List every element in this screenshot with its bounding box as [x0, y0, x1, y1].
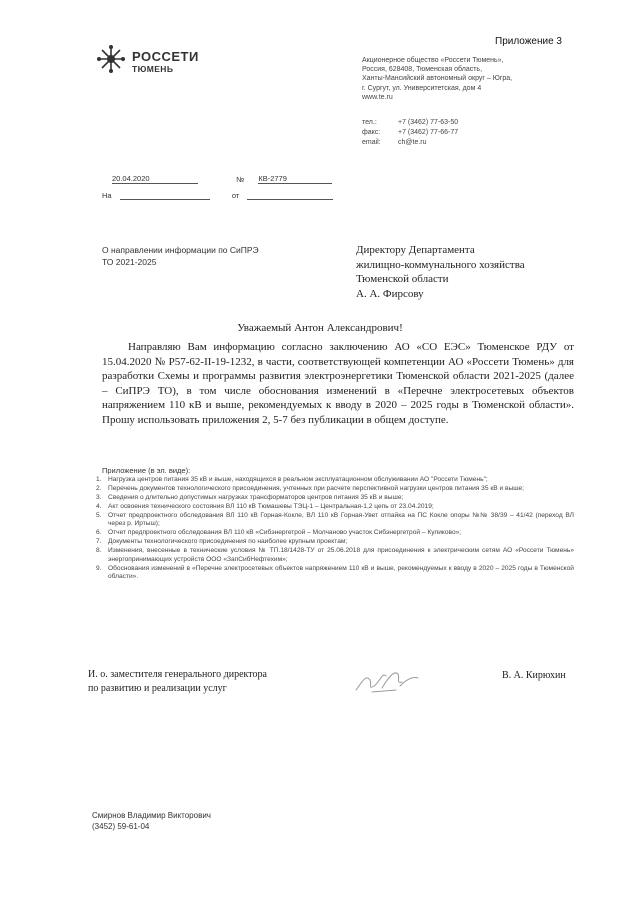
sender-line: г. Сургут, ул. Университетская, дом 4 [362, 84, 482, 92]
appendix-label: Приложение 3 [495, 36, 562, 47]
sender-website: www.te.ru [362, 93, 393, 101]
addressee-line: Тюменской области [356, 273, 449, 285]
fax-label: факс: [362, 129, 381, 136]
signatory-title-line: по развитию и реализации услуг [88, 682, 227, 694]
logo-region: ТЮМЕНЬ [132, 64, 174, 74]
reg-number: КВ-2779 [258, 174, 287, 183]
reg-number-label: № [236, 175, 245, 184]
appendix-title: Приложение (в эл. виде): [102, 466, 191, 475]
sender-line: Россия, 628408, Тюменская область, [362, 66, 483, 74]
appendix-item: 5. Отчет предпроектного обследования ВЛ 110 кВ Горная-Кокле, ВЛ 110 кВ Горная-Увет отпайка на ПС Кокле опоры №№ 38/39 – 41/42 (переход ВЛ через р. Иртыш); [96, 512, 574, 528]
appendix-item: 1. Нагрузка центров питания 35 кВ и выше, находящихся в реальном эксплуатационном обслуживании АО "Россети Тюмень"; [96, 476, 488, 483]
appendix-item: 3. Сведения о длительно допустимых нагрузках трансформаторов центров питания 35 кВ и выше; [96, 494, 404, 501]
performer-block [92, 810, 211, 832]
greeting: Уважаемый Антон Александрович! [237, 322, 403, 334]
sender-address [362, 56, 602, 102]
signatory-name: В. А. Кирюхин [502, 670, 566, 681]
signatory-title [88, 668, 267, 695]
reg-number-field [258, 174, 332, 184]
appendix-item: 6. Отчет предпроектного обследования ВЛ 110 кВ «Сибэнергетрой – Молчаново участок Сибэнергетрой – Куликово»; [96, 529, 462, 537]
appendix-item: 7. Документы технологического присоединения по наиболее крупным проектам; [96, 538, 348, 546]
appendix-item: 9. Обоснования изменений в «Перечне электросетевых объектов напряжением 110 кВ и выше, рекомендуемых к вводу в 2020 – 2025 годы в Тюменской области». [96, 564, 574, 581]
sender-contacts [362, 118, 458, 148]
tel-label: тел.: [362, 119, 377, 126]
reply-label: На [102, 191, 112, 200]
reg-date-field [112, 174, 198, 184]
logo-name: РОССЕТИ [132, 49, 199, 64]
reply-field [120, 190, 210, 200]
sender-line: Ханты-Мансийский автономный округ – Югра, [362, 75, 513, 83]
handwritten-signature [352, 664, 422, 698]
rosseti-logo-icon [96, 44, 126, 74]
email-label: email: [362, 139, 381, 146]
email-value: ch@te.ru [398, 139, 427, 146]
addressee-line: жилищно-коммунального хозяйства [356, 258, 525, 271]
appendix-item: 2. Перечень документов технологического присоединения, учтенных при расчете перспективной нагрузки центров питания 35 кВ и выше; [96, 485, 524, 492]
sender-line: Акционерное общество «Россети Тюмень», [362, 57, 504, 64]
performer-phone: (3452) 59-61-04 [92, 822, 150, 831]
appendix-item: 8. Изменения, внесенные в технические условия № ТП.18/1428-ТУ от 25.06.2018 для присоединения к электрическим сетям АО «Россети Тюмень» энергопринимающих устройств ООО «ЗапСибНефтехим»; [96, 547, 574, 563]
from-field [247, 190, 333, 200]
reg-date: 20.04.2020 [112, 174, 150, 183]
appendix-item: 4. Акт освоения технического состояния ВЛ 110 кВ Тюмашевы ТЭЦ-1 – Центральная-1,2 цепь от 23.04.2019; [96, 503, 434, 510]
letter-subject: О направлении информации по СиПРЭ ТО 2021-2025 [102, 245, 259, 267]
letter-body: Направляю Вам информацию согласно заключению АО «СО ЕЭС» Тюменское РДУ от 15.04.2020 № Р57-62-II-19-1232, в части, соответствующей компетенции АО «Россети Тюмень» для разработки Схемы и программы развития электроэнергетики Тюменской области 2021-2025 (далее – СиПРЭ ТО), в том числе обоснования изменений в «Перечне электросетевых объектов напряжением 110 кВ и выше, рекомендуемых к вводу в 2020 – 2025 годы в Тюменской области». Прошу использовать приложения 2, 5-7 без публикации в общем доступе. [102, 341, 574, 426]
fax-value: +7 (3462) 77-66-77 [398, 129, 459, 136]
addressee-name: А. А. Фирсову [356, 287, 424, 300]
signatory-title-line: И. о. заместителя генерального директора [88, 669, 267, 680]
addressee-line: Директору Департамента [356, 244, 475, 256]
registration-line [112, 174, 332, 184]
addressee-block [356, 243, 596, 301]
appendix-list [96, 476, 574, 582]
performer-name: Смирнов Владимир Викторович [92, 811, 211, 820]
tel-value: +7 (3462) 77-63-50 [398, 119, 459, 126]
reply-line [102, 190, 333, 200]
from-label: от [231, 191, 240, 200]
